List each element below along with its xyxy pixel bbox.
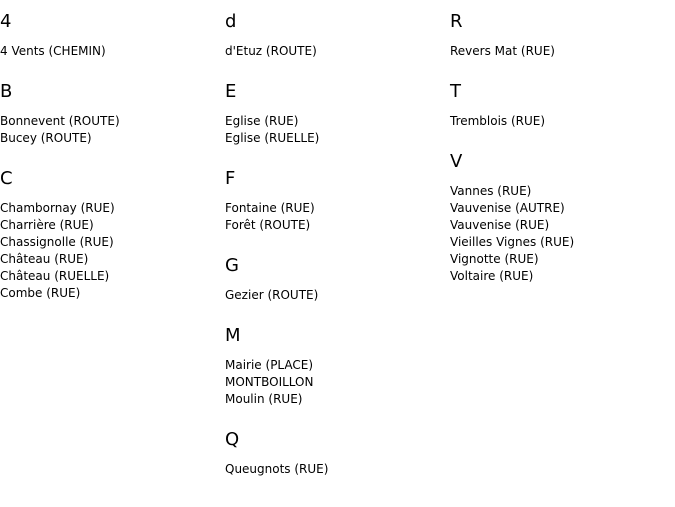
street-link[interactable]: Tremblois (RUE) — [450, 114, 546, 128]
street-link[interactable]: Bonnevent (ROUTE) — [0, 114, 120, 128]
letter-group-t — [450, 81, 670, 130]
street-link[interactable]: Queugnots (RUE) — [225, 462, 329, 476]
street-link[interactable]: Eglise (RUELLE) — [225, 131, 320, 145]
street-link[interactable]: Chassignolle (RUE) — [0, 235, 114, 249]
street-link[interactable]: Fontaine (RUE) — [225, 201, 315, 215]
street-link[interactable]: Gezier (ROUTE) — [225, 288, 319, 302]
street-link[interactable]: Bucey (ROUTE) — [0, 131, 92, 145]
street-link[interactable]: MONTBOILLON — [225, 375, 314, 389]
letter-heading: F — [225, 168, 236, 189]
street-list — [225, 113, 445, 147]
street-list — [450, 183, 670, 285]
street-link[interactable]: Vignotte (RUE) — [450, 252, 539, 266]
street-link[interactable]: Château (RUELLE) — [0, 269, 110, 283]
street-link[interactable]: Charrière (RUE) — [0, 218, 94, 232]
street-list — [225, 357, 445, 408]
street-list — [225, 200, 445, 234]
street-link[interactable]: Eglise (RUE) — [225, 114, 299, 128]
letter-group-g — [225, 255, 445, 304]
letter-heading: G — [225, 255, 239, 276]
letter-heading: M — [225, 325, 241, 346]
street-list — [0, 113, 220, 147]
letter-group-v — [450, 151, 670, 285]
street-link[interactable]: d'Etuz (ROUTE) — [225, 44, 317, 58]
letter-group-4 — [0, 11, 220, 60]
street-list — [225, 287, 445, 304]
street-link[interactable]: Voltaire (RUE) — [450, 269, 534, 283]
letter-group-e — [225, 81, 445, 147]
street-link[interactable]: Vieilles Vignes (RUE) — [450, 235, 575, 249]
street-list — [225, 461, 445, 478]
street-link[interactable]: Vauvenise (AUTRE) — [450, 201, 565, 215]
letter-heading: 4 — [0, 11, 12, 32]
letter-heading: T — [450, 81, 461, 102]
street-link[interactable]: Revers Mat (RUE) — [450, 44, 555, 58]
street-link[interactable]: Mairie (PLACE) — [225, 358, 314, 372]
letter-group-c — [0, 168, 220, 302]
street-link[interactable]: Vauvenise (RUE) — [450, 218, 550, 232]
street-link[interactable]: Vannes (RUE) — [450, 184, 532, 198]
street-list — [450, 113, 670, 130]
street-list — [0, 43, 220, 60]
street-list — [0, 200, 220, 302]
street-link[interactable]: Combe (RUE) — [0, 286, 81, 300]
letter-heading: B — [0, 81, 13, 102]
letter-heading: d — [225, 11, 237, 32]
street-list — [450, 43, 670, 60]
letter-group-r — [450, 11, 670, 60]
letter-heading: C — [0, 168, 13, 189]
street-link[interactable]: Forêt (ROUTE) — [225, 218, 311, 232]
street-link[interactable]: Chambornay (RUE) — [0, 201, 115, 215]
letter-group-b — [0, 81, 220, 147]
letter-heading: R — [450, 11, 463, 32]
index-column-3 — [450, 11, 670, 306]
letter-group-m — [225, 325, 445, 408]
letter-group-d — [225, 11, 445, 60]
letter-group-f — [225, 168, 445, 234]
letter-group-q — [225, 429, 445, 478]
street-list — [225, 43, 445, 60]
letter-heading: E — [225, 81, 237, 102]
street-link[interactable]: Moulin (RUE) — [225, 392, 303, 406]
index-column-2 — [225, 11, 445, 499]
street-link[interactable]: 4 Vents (CHEMIN) — [0, 44, 106, 58]
street-link[interactable]: Château (RUE) — [0, 252, 89, 266]
letter-heading: V — [450, 151, 463, 172]
index-column-1 — [0, 11, 220, 323]
letter-heading: Q — [225, 429, 240, 450]
